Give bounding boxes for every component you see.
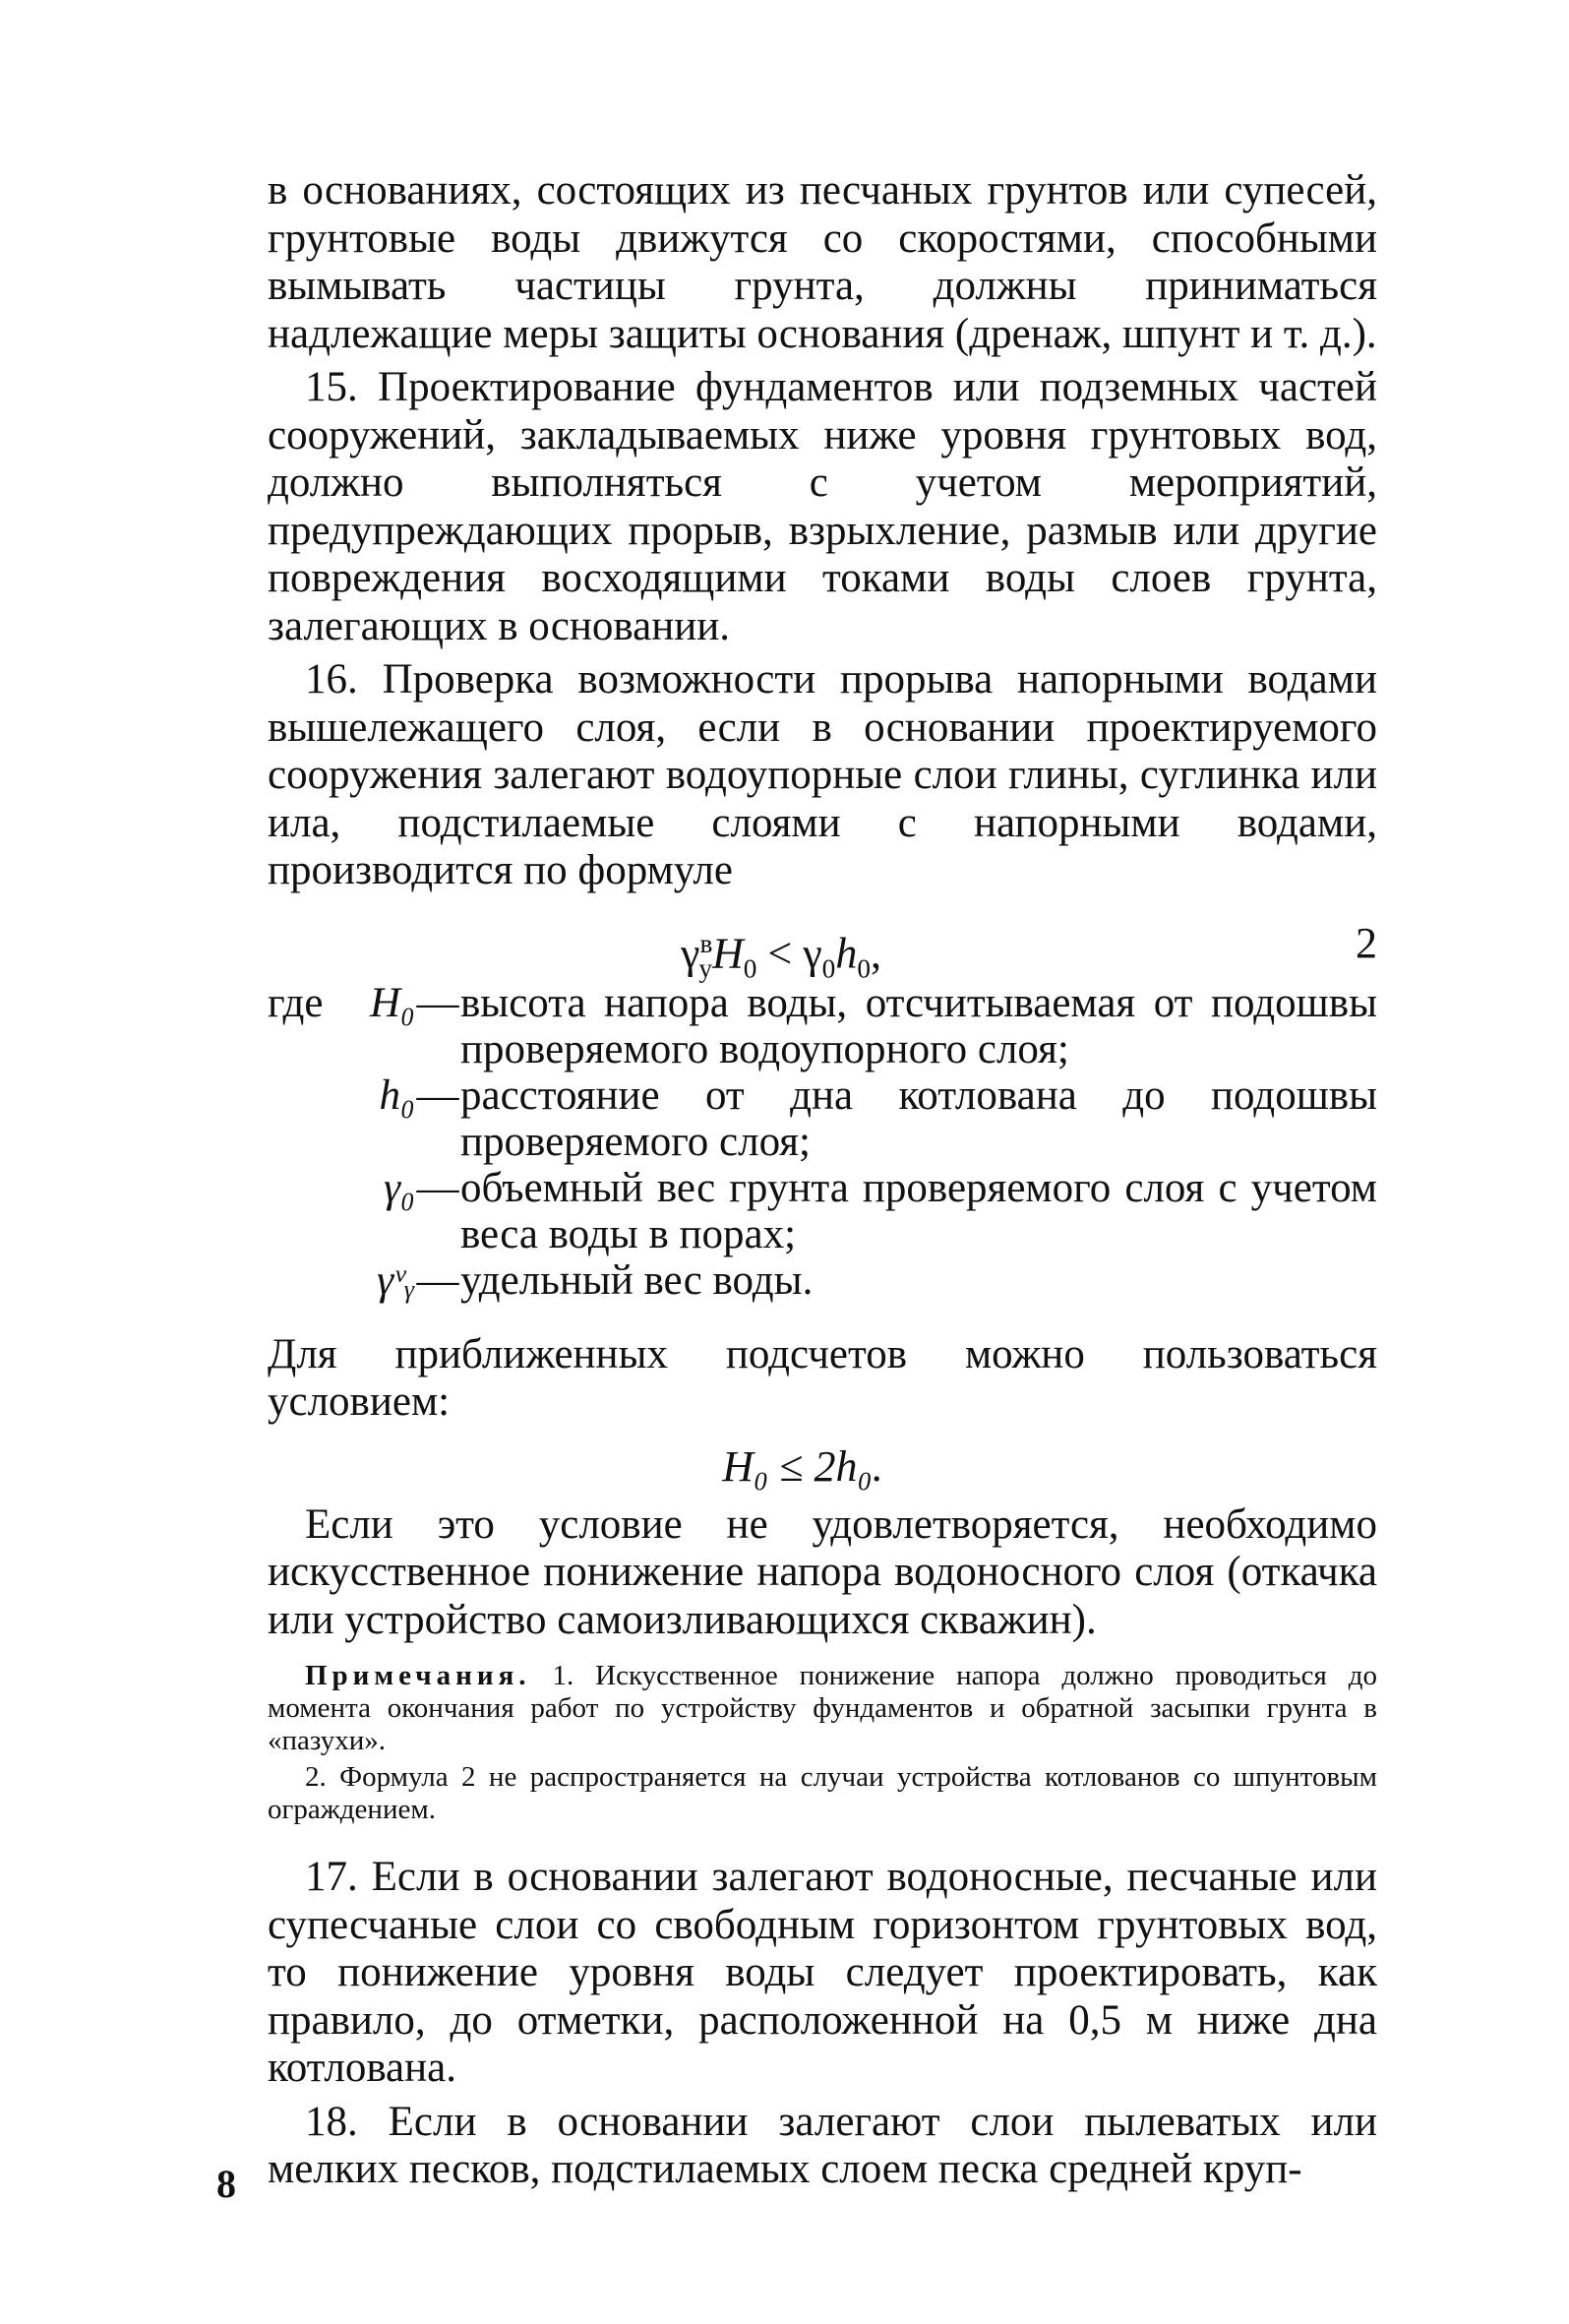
paragraph-16: 16. Проверка возможности прорыва напорными водами вышележащего слоя, если в основании проектируемого сооружения залегают водоупорные слои глины, суглинка или ила, подстилаемые слоями с напорными водами, производится по формуле <box>268 656 1377 893</box>
legend-text: объемный вес грунта проверяемого слоя с учетом веса воды в порах; <box>460 1164 1377 1257</box>
legend-where: где <box>268 979 324 1026</box>
legend-text: расстояние от дна котлована до подошвы проверяемого слоя; <box>460 1071 1377 1165</box>
legend-row-gamma-water: γᵛᵧ — удельный вес воды. <box>268 1257 1377 1304</box>
legend-row-h0: h₀ — расстояние от дна котлована до подошвы проверяемого слоя; <box>268 1072 1377 1165</box>
legend-symbol: H₀ <box>369 979 415 1026</box>
legend-symbol: γ₀ <box>384 1164 415 1211</box>
page-number: 8 <box>216 2162 236 2206</box>
formula-1-number: 2 <box>1356 918 1377 967</box>
formula-1-expression: $\gamma^в_уH_0 < \gamma_0h_0$, <box>681 928 881 983</box>
legend-text: удельный вес воды. <box>460 1256 814 1304</box>
note-2: 2. Формула 2 не распространяется на случаи устройства котлованов со шпунтовым ограждением. <box>268 1761 1377 1825</box>
formula-legend <box>268 980 1377 1304</box>
paragraph-17: 17. Если в основании залегают водоносные, песчаные или супесчаные слои со свободным горизонтом грунтовых вод, то понижение уровня воды следует проектировать, как правило, до отметки, расположенной на 0,5 м ниже дна котлована. <box>268 1854 1377 2091</box>
paragraph-condition: Если это условие не удовлетворяется, необходимо искусственное понижение напора водоносного слоя (откачка или устройство самоизливающихся скважин). <box>268 1500 1377 1643</box>
formula-1 <box>268 913 1377 983</box>
notes-label: Примечания. <box>305 1660 531 1691</box>
notes-block <box>268 1660 1377 1826</box>
paragraph-18: 18. Если в основании залегают слои пылеватых или мелких песков, подстилаемых слоем песка средней круп- <box>268 2098 1377 2192</box>
text-column <box>268 167 1377 2194</box>
legend-row-gamma0: γ₀ — объемный вес грунта проверяемого слоя с учетом веса воды в порах; <box>268 1165 1377 1257</box>
note-1-text: 1. Искусственное понижение напора должно проводиться до момента окончания работ по устройству фундаментов и обратной засыпки грунта в «пазухи». <box>268 1660 1377 1756</box>
paragraph-approximation: Для приближенных подсчетов можно пользоваться условием: <box>268 1330 1377 1425</box>
legend-symbol: γᵛᵧ <box>377 1256 415 1304</box>
paragraph-continuation: в основаниях, состоящих из песчаных грунтов или супесей, грунтовые воды движутся со скоростями, способными вымывать частицы грунта, должны приниматься надлежащие меры защиты основания (дренаж, шпунт и т. д.). <box>268 167 1377 357</box>
note-1 <box>268 1660 1377 1757</box>
legend-row-H0: где H₀ — высота напора воды, отсчитываемая от подошвы проверяемого водоупорного слоя; <box>268 979 1377 1072</box>
legend-symbol: h₀ <box>379 1071 415 1119</box>
formula-2: H₀ ≤ 2h₀. <box>722 1441 883 1491</box>
legend-text: высота напора воды, отсчитываемая от подошвы проверяемого водоупорного слоя; <box>460 979 1377 1072</box>
paragraph-15: 15. Проектирование фундаментов или подземных частей сооружений, закладываемых ниже уровня грунтовых вод, должно выполняться с учетом мероприятий, предупреждающих прорыв, взрыхление, размыв или другие повреждения восходящими токами воды слоев грунта, залегающих в основании. <box>268 364 1377 649</box>
